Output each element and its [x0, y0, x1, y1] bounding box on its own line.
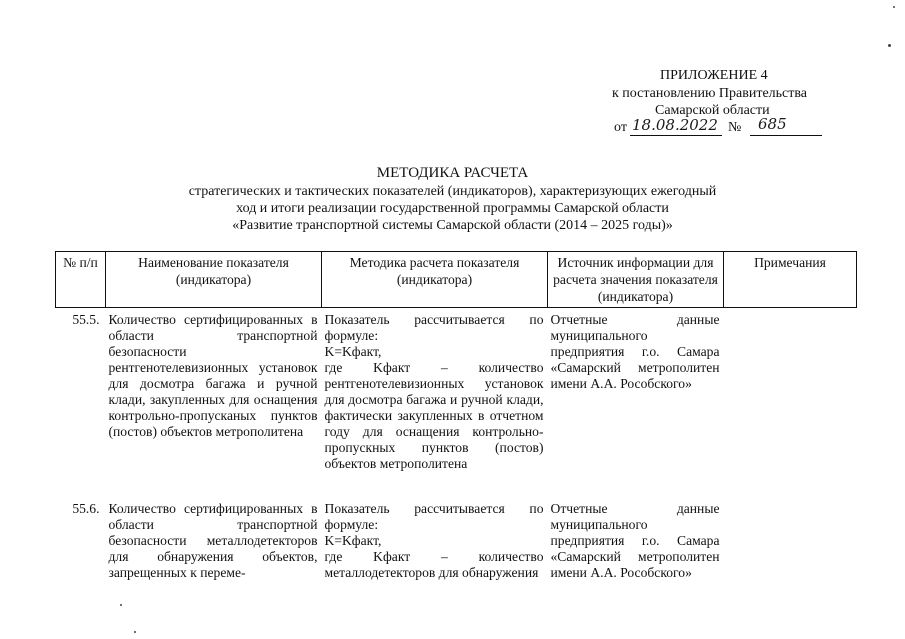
appendix-resolution: к постановлению Правительства — [612, 86, 808, 101]
scan-speck — [893, 6, 895, 8]
table-row — [56, 497, 857, 581]
row-indicator-name: Количество сертифицированных в области транспортной безопасности рентгенотелевизионных установок для досмотра багажа и ручной клади, закупленных для оснащения контрольно-пропусканых пунктов (постов) объектов метрополитена — [108, 312, 318, 439]
method-intro: Показатель рассчитывается по формуле: — [324, 501, 544, 532]
document-subtitle-2: ход и итоги реализации государственной программы Самарской области — [236, 201, 669, 216]
row-number: 55.5. — [72, 312, 100, 327]
header-notes: Примечания — [724, 252, 857, 308]
document-subtitle-3: «Развитие транспортной системы Самарской области (2014 – 2025 годы)» — [232, 218, 673, 233]
row-notes — [724, 497, 857, 581]
method-description: где Kфакт – количество рентгенотелевизионных установок для досмотра багажа и ручной клади, фактически закупленных в отчетном году для оснащения контрольно-пропускных пунктов (постов) объектов метрополитена — [324, 360, 544, 471]
number-prefix: № — [728, 120, 742, 135]
indicators-table — [55, 251, 857, 581]
scan-speck — [134, 631, 136, 633]
row-number: 55.6. — [72, 501, 100, 516]
table-header-row — [56, 252, 857, 308]
method-formula: K=Kфакт, — [324, 533, 382, 548]
handwritten-date: 18.08.2022 — [632, 116, 718, 134]
document-subtitle-1: стратегических и тактических показателей (индикаторов), характеризующих ежегодный — [188, 184, 717, 199]
appendix-title: ПРИЛОЖЕНИЕ 4 — [660, 68, 768, 83]
number-underline — [750, 135, 822, 136]
scan-speck — [120, 604, 122, 606]
row-method — [322, 308, 548, 498]
row-source: Отчетные данные муниципального предприятия г.о. Самара «Самарский метрополитен имени А.А. Рособского» — [550, 501, 720, 580]
date-underline — [630, 135, 722, 136]
header-indicator-name: Наименование показателя (индикатора) — [106, 252, 322, 308]
handwritten-number: 685 — [758, 115, 787, 133]
header-source: Источник информации для расчета значения показателя (индикатора) — [548, 252, 724, 308]
table-row — [56, 308, 857, 498]
header-method: Методика расчета показателя (индикатора) — [322, 252, 548, 308]
method-intro: Показатель рассчитывается по формуле: — [324, 312, 544, 343]
row-source: Отчетные данные муниципального предприятия г.о. Самара «Самарский метрополитен имени А.А. Рособского» — [550, 312, 720, 391]
method-formula: K=Kфакт, — [324, 344, 382, 359]
date-prefix: от — [614, 120, 627, 135]
row-indicator-name: Количество сертифицированных в области транспортной безопасности металлодетекторов для обнаружения объектов, запрещенных к переме- — [108, 501, 318, 580]
appendix-region: Самарской области — [655, 103, 770, 118]
row-method — [322, 497, 548, 581]
method-description: где Kфакт – количество металлодетекторов для обнаружения — [324, 549, 544, 580]
appendix-date-line — [614, 120, 627, 136]
header-number: № п/п — [56, 252, 106, 308]
row-notes — [724, 308, 857, 498]
scan-speck — [888, 44, 891, 47]
document-title: МЕТОДИКА РАСЧЕТА — [376, 165, 529, 181]
